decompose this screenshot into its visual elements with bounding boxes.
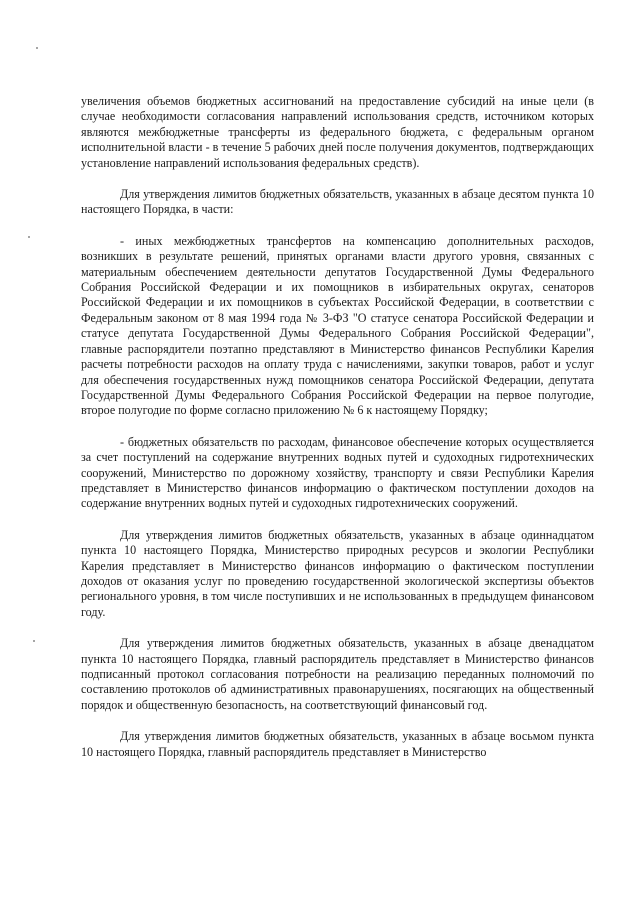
paragraph-3-interbudget-transfers: - иных межбюджетных трансфертов на компенсацию дополнительных расходов, возникших в результате решений, принятых органами власти другого уровня, связанных с материальным обеспечением деятельности депутатов Государственной Думы Федерального Собрания Российской Федерации и их помощников в избирательных округах, сенаторов Российской Федерации и их помощников в субъектах Российской Федерации, в соответствии с Федеральным законом от 8 мая 1994 года № 3-ФЗ "О статусе сенатора Российской Федерации и статусе депутата Государственной Думы Федерального Собрания Российской Федерации", главные распорядители поэтапно представляют в Министерство финансов Республики Карелия расчеты потребности расходов на оплату труда с начислениями, закупки товаров, работ и услуг для обеспечения государственных нужд помощников сенатора Российской Федерации, депутата Государственной Думы Федерального Собрания Российской Федерации на первое полугодие, второе полугодие по форме согласно приложению № 6 к настоящему Порядку;	[81, 233, 594, 418]
paragraph-4-waterways: - бюджетных обязательств по расходам, финансовое обеспечение которых осуществляется за счет поступлений на содержание внутренних водных путей и судоходных гидротехнических сооружений, Министерство по дорожному хозяйству, транспорту и связи Республики Карелия представляет в Министерство финансов информацию о фактическом поступлении доходов на содержание внутренних водных путей и судоходных гидротехнических сооружений.	[81, 434, 594, 511]
paragraph-2-tenth-clause: Для утверждения лимитов бюджетных обязательств, указанных в абзаце десятом пункта 10 настоящего Порядка, в части:	[81, 187, 594, 217]
paragraph-7-eighth-clause: Для утверждения лимитов бюджетных обязательств, указанных в абзаце восьмом пункта 10 настоящего Порядка, главный распорядитель представляет в Министерство	[81, 729, 594, 759]
scan-speck	[33, 640, 35, 642]
paragraph-1-continuation: увеличения объемов бюджетных ассигнований на предоставление субсидий на иные цели (в случае необходимости согласования направлений использования средств, источником которых являются межбюджетные трансферты из федерального бюджета, с федеральным органом исполнительной власти - в течение 5 рабочих дней после получения документов, подтверждающих установление направлений использования федеральных средств).	[81, 94, 594, 170]
scan-speck	[36, 47, 38, 49]
scan-speck	[28, 236, 30, 238]
paragraph-5-eleventh-clause: Для утверждения лимитов бюджетных обязательств, указанных в абзаце одиннадцатом пункта 10 настоящего Порядка, Министерство природных ресурсов и экологии Республики Карелия представляет в Министерство финансов информацию о фактическом поступлении доходов от оказания услуг по проведению государственной экологической экспертизы объектов регионального уровня, в том числе поступивших и не использованных в предыдущем финансовом году.	[81, 527, 594, 619]
paragraph-6-twelfth-clause: Для утверждения лимитов бюджетных обязательств, указанных в абзаце двенадцатом пункта 10 настоящего Порядка, главный распорядитель представляет в Министерство финансов подписанный протокол согласования потребности на реализацию переданных полномочий по составлению протоколов об административных правонарушениях, посягающих на общественный порядок и общественную безопасность, на соответствующий финансовый год.	[81, 636, 594, 712]
document-page	[81, 94, 594, 774]
